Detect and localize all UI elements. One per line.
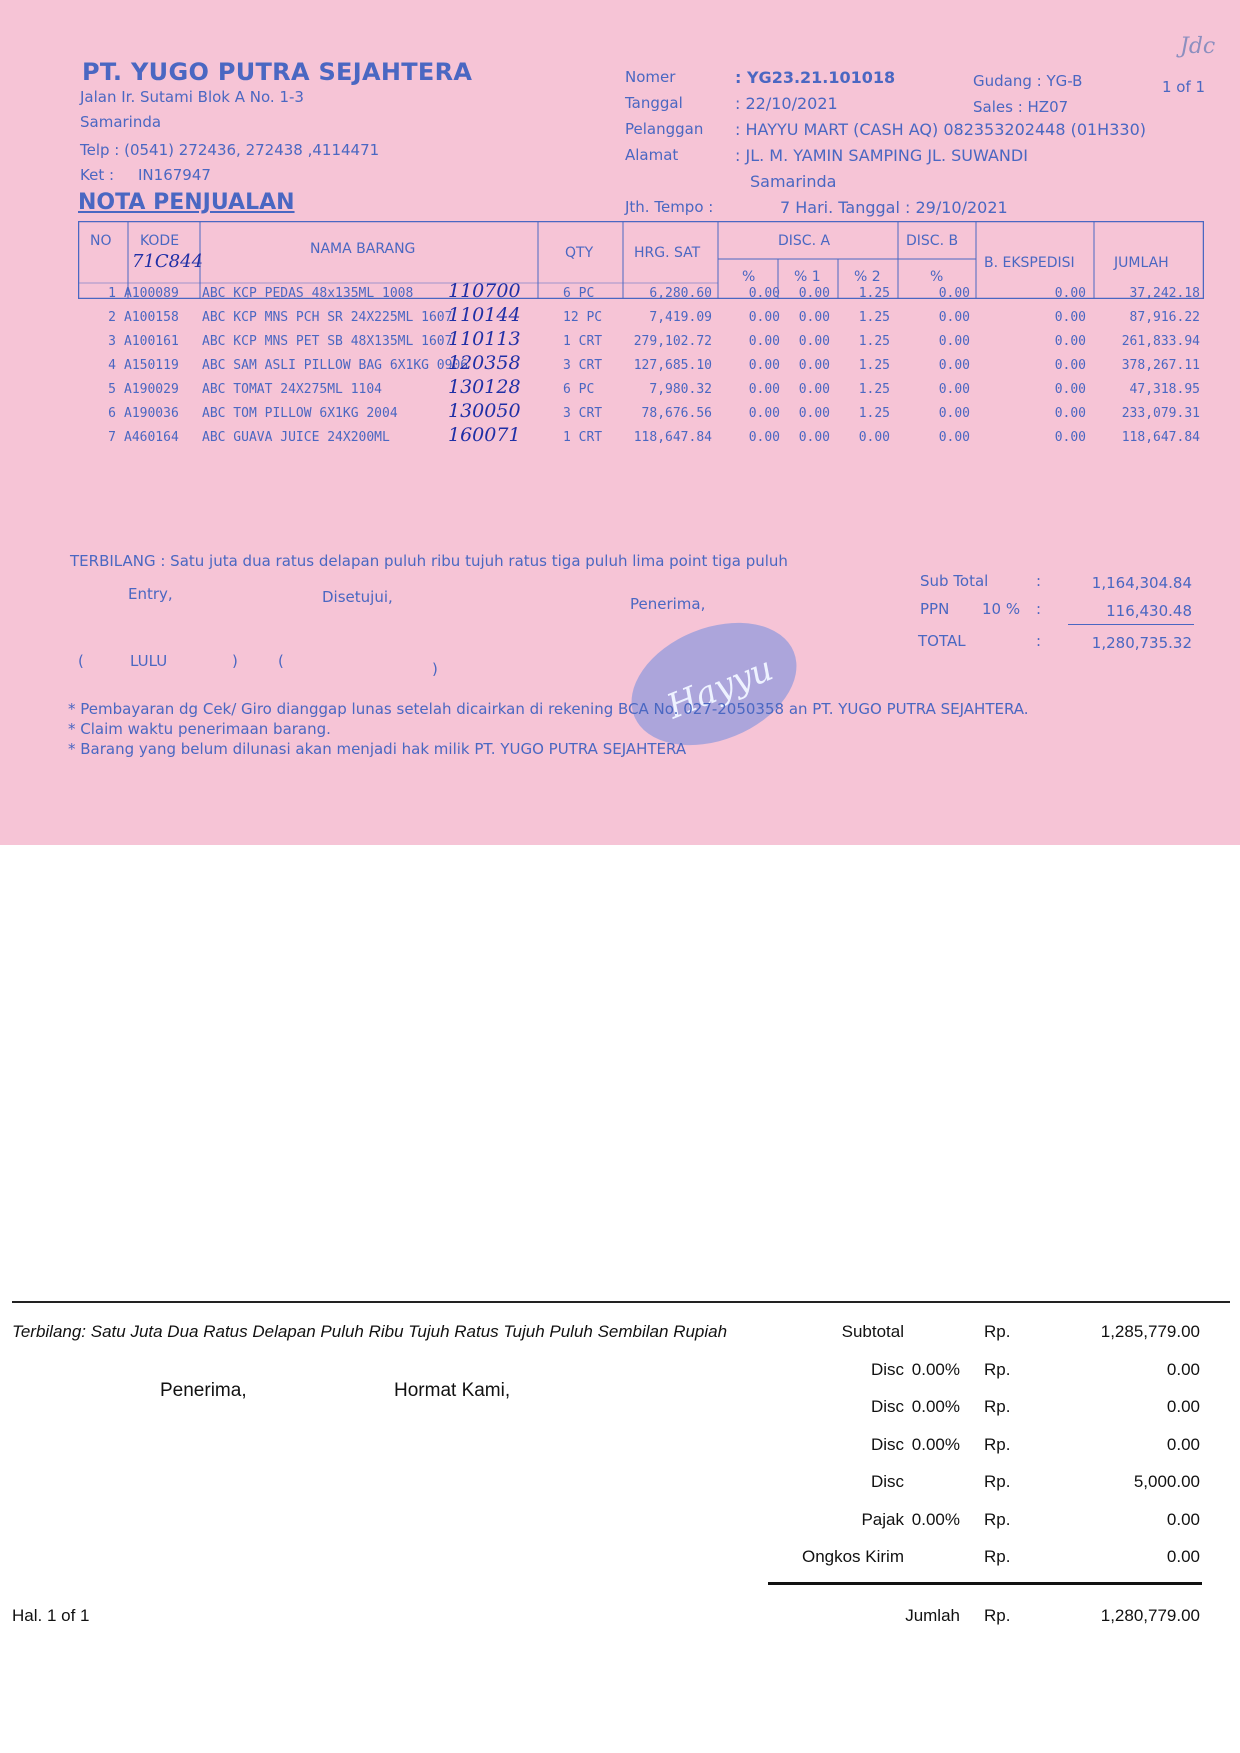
cell-disc-b-pct: 0.00	[938, 406, 970, 421]
cell-hrg-sat: 78,676.56	[641, 406, 712, 421]
cell-disc-a-pct1: 0.00	[798, 406, 830, 421]
cell-ekspedisi: 0.00	[1054, 286, 1086, 301]
cell-disc-a-pct2: 1.25	[858, 406, 890, 421]
cell-kode: A100161	[124, 334, 179, 349]
summary-label: Disc	[870, 1472, 904, 1491]
receipt-page: Hal. 1 of 1	[12, 1606, 90, 1625]
cell-disc-b-pct: 0.00	[938, 286, 970, 301]
note-payment: * Pembayaran dg Cek/ Giro dianggap lunas setelah dicairkan di rekening BCA No. 027-2050358 an PT. YUGO PUTRA SEJAHTERA.	[68, 700, 1029, 718]
sig-paren-left-1: (	[78, 652, 84, 670]
sig-paren-right-2: )	[432, 660, 438, 678]
table-row	[0, 352, 1240, 382]
cell-nama: ABC TOM PILLOW 6X1KG 2004	[202, 406, 398, 421]
cell-ekspedisi: 0.00	[1054, 358, 1086, 373]
cell-disc-a-pct: 0.00	[748, 310, 780, 325]
cell-disc-a-pct2: 1.25	[858, 358, 890, 373]
cell-jumlah: 233,079.31	[1121, 406, 1200, 421]
cell-qty: 6 PC	[563, 286, 595, 301]
entry-label: Entry,	[128, 585, 173, 603]
cell-disc-a-pct: 0.00	[748, 406, 780, 421]
invoice-slip	[0, 0, 1240, 845]
ket-label: Ket :	[80, 166, 115, 184]
cell-handwritten-code: 110113	[448, 328, 521, 350]
top-handwritten-note: Jdc	[1180, 34, 1216, 59]
table-row	[0, 280, 1240, 310]
cell-no: 7	[108, 430, 116, 445]
cell-disc-a-pct1: 0.00	[798, 382, 830, 397]
total-colon: :	[1036, 632, 1042, 650]
cell-hrg-sat: 6,280.60	[649, 286, 712, 301]
entry-name: LULU	[130, 652, 168, 670]
tempo-label: Jth. Tempo :	[625, 198, 714, 216]
cell-qty: 1 CRT	[563, 430, 603, 445]
cell-no: 1	[108, 286, 116, 301]
cell-disc-a-pct2: 1.25	[858, 286, 890, 301]
cell-disc-a-pct: 0.00	[748, 334, 780, 349]
cell-disc-a-pct: 0.00	[748, 382, 780, 397]
cell-disc-b-pct: 0.00	[938, 334, 970, 349]
cell-hrg-sat: 279,102.72	[633, 334, 712, 349]
ppn-rate: 10 %	[982, 600, 1021, 618]
cell-qty: 12 PC	[563, 310, 603, 325]
cell-nama: ABC KCP MNS PET SB 48X135ML 1607	[202, 334, 453, 349]
col-disc-a: DISC. A	[778, 233, 831, 249]
company-city: Samarinda	[80, 113, 162, 131]
summary-currency: Rp.	[984, 1434, 1011, 1454]
cell-nama: ABC SAM ASLI PILLOW BAG 6X1KG 0906	[202, 358, 469, 373]
col-qty: QTY	[565, 245, 594, 261]
cell-qty: 3 CRT	[563, 358, 603, 373]
cell-kode: A460164	[124, 430, 179, 445]
table-row	[0, 328, 1240, 358]
jumlah-value: 1,280,779.00	[1100, 1606, 1200, 1625]
cell-disc-a-pct: 0.00	[748, 358, 780, 373]
cell-disc-b-pct: 0.00	[938, 430, 970, 445]
cell-jumlah: 261,833.94	[1121, 334, 1200, 349]
cell-ekspedisi: 0.00	[1054, 334, 1086, 349]
cell-kode: A190029	[124, 382, 179, 397]
col-no: NO	[90, 233, 112, 249]
cell-disc-a-pct2: 1.25	[858, 310, 890, 325]
ppn-colon: :	[1036, 600, 1042, 618]
cell-jumlah: 118,647.84	[1121, 430, 1200, 445]
disetujui-label: Disetujui,	[322, 588, 393, 606]
sales-field: Sales : HZ07	[973, 98, 1069, 116]
col-jumlah: JUMLAH	[1114, 255, 1169, 271]
cell-disc-a-pct1: 0.00	[798, 310, 830, 325]
cell-handwritten-code: 160071	[448, 424, 521, 446]
cell-handwritten-code: 130128	[448, 376, 521, 398]
summary-value: 0.00	[1166, 1509, 1200, 1529]
cell-jumlah: 47,318.95	[1129, 382, 1200, 397]
summary-label: Subtotal	[841, 1322, 904, 1341]
total-rule	[1068, 624, 1194, 625]
summary-value: 0.00	[1166, 1434, 1200, 1454]
summary-label: Disc	[870, 1359, 904, 1379]
tanggal-value: : 22/10/2021	[735, 94, 838, 113]
handwritten-code: 71C844	[132, 251, 204, 272]
total-value: 1,280,735.32	[1091, 634, 1192, 652]
summary-currency: Rp.	[984, 1509, 1011, 1529]
cell-ekspedisi: 0.00	[1054, 406, 1086, 421]
col-disc-b: DISC. B	[906, 233, 959, 249]
terbilang-text: TERBILANG : Satu juta dua ratus delapan puluh ribu tujuh ratus tiga puluh lima point tiga puluh	[70, 552, 788, 570]
cell-nama: ABC GUAVA JUICE 24X200ML	[202, 430, 390, 445]
pelanggan-label: Pelanggan	[625, 120, 704, 138]
table-row	[0, 424, 1240, 454]
ket-value: IN167947	[138, 166, 211, 184]
document-title: NOTA PENJUALAN	[78, 190, 295, 215]
col-disc-b-pct: %	[930, 269, 944, 285]
total-label: TOTAL	[918, 632, 966, 650]
ppn-value: 116,430.48	[1106, 602, 1192, 620]
jumlah-rule	[768, 1582, 1202, 1585]
summary-currency: Rp.	[984, 1547, 1011, 1566]
ppn-label: PPN	[920, 600, 950, 618]
sig-paren-left-2: (	[278, 652, 284, 670]
summary-pct: 0.00%	[911, 1397, 960, 1416]
col-hrg-sat: HRG. SAT	[634, 245, 701, 261]
summary-label: Ongkos Kirim	[801, 1547, 904, 1566]
cell-disc-a-pct1: 0.00	[798, 358, 830, 373]
pelanggan-value: : HAYYU MART (CASH AQ) 082353202448 (01H330)	[735, 120, 1146, 139]
cell-qty: 1 CRT	[563, 334, 603, 349]
cell-no: 4	[108, 358, 116, 373]
summary-value: 0.00	[1166, 1359, 1200, 1379]
cell-no: 2	[108, 310, 116, 325]
page-indicator: 1 of 1	[1162, 78, 1206, 96]
company-name: PT. YUGO PUTRA SEJAHTERA	[82, 58, 473, 86]
cell-disc-a-pct2: 0.00	[858, 430, 890, 445]
note-claim: * Claim waktu penerimaan barang.	[68, 720, 331, 738]
summary-label: Disc	[870, 1434, 904, 1454]
stamp-text: Hayyu	[661, 648, 779, 728]
note-ownership: * Barang yang belum dilunasi akan menjadi hak milik PT. YUGO PUTRA SEJAHTERA	[68, 740, 687, 758]
table-row	[0, 400, 1240, 430]
cell-hrg-sat: 7,980.32	[649, 382, 712, 397]
tempo-value: 7 Hari. Tanggal : 29/10/2021	[780, 198, 1008, 217]
cell-handwritten-code: 120358	[448, 352, 521, 374]
summary-currency: Rp.	[984, 1397, 1011, 1416]
company-phone: Telp : (0541) 272436, 272438 ,4114471	[80, 141, 380, 159]
cell-handwritten-code: 110144	[448, 304, 521, 326]
jumlah-currency: Rp.	[984, 1606, 1011, 1625]
col-ekspedisi: B. EKSPEDISI	[984, 255, 1075, 271]
cell-disc-b-pct: 0.00	[938, 310, 970, 325]
summary-label: Pajak	[861, 1509, 904, 1529]
summary-label: Disc	[870, 1397, 904, 1416]
sig-paren-right-1: )	[232, 652, 238, 670]
company-address: Jalan Ir. Sutami Blok A No. 1-3	[80, 88, 304, 106]
summary-pct: 0.00%	[911, 1509, 960, 1529]
col-disc-a-pct1: % 1	[794, 269, 821, 285]
subtotal-colon: :	[1036, 572, 1042, 590]
cell-kode: A100158	[124, 310, 179, 325]
cell-kode: A100089	[124, 286, 179, 301]
summary-currency: Rp.	[984, 1322, 1011, 1341]
col-kode: KODE	[140, 233, 180, 249]
subtotal-value: 1,164,304.84	[1091, 574, 1192, 592]
nomer-value: : YG23.21.101018	[735, 68, 896, 87]
cell-kode: A190036	[124, 406, 179, 421]
receipt-top-rule	[12, 1301, 1230, 1303]
cell-disc-a-pct1: 0.00	[798, 286, 830, 301]
summary-value: 5,000.00	[1133, 1472, 1200, 1491]
cell-hrg-sat: 7,419.09	[649, 310, 712, 325]
cell-ekspedisi: 0.00	[1054, 382, 1086, 397]
alamat-value: : JL. M. YAMIN SAMPING JL. SUWANDI	[735, 146, 1028, 165]
cell-hrg-sat: 118,647.84	[633, 430, 712, 445]
cell-disc-a-pct1: 0.00	[798, 430, 830, 445]
summary-pct: 0.00%	[911, 1434, 960, 1454]
cell-nama: ABC KCP MNS PCH SR 24X225ML 1607	[202, 310, 453, 325]
cell-no: 5	[108, 382, 116, 397]
cell-handwritten-code: 130050	[448, 400, 521, 422]
summary-value: 0.00	[1166, 1397, 1200, 1416]
receipt-terbilang: Terbilang: Satu Juta Dua Ratus Delapan Puluh Ribu Tujuh Ratus Tujuh Puluh Sembilan Rupiah	[12, 1322, 728, 1341]
nomer-label: Nomer	[625, 68, 676, 86]
cell-nama: ABC KCP PEDAS 48x135ML 1008	[202, 286, 414, 301]
jumlah-label: Jumlah	[905, 1606, 960, 1625]
receipt-hormat-kami: Hormat Kami,	[394, 1380, 511, 1401]
alamat-city: Samarinda	[750, 172, 837, 191]
cell-disc-a-pct2: 1.25	[858, 334, 890, 349]
cell-jumlah: 87,916.22	[1129, 310, 1200, 325]
table-row	[0, 304, 1240, 334]
alamat-label: Alamat	[625, 146, 679, 164]
cell-kode: A150119	[124, 358, 179, 373]
cell-disc-b-pct: 0.00	[938, 382, 970, 397]
cell-disc-a-pct: 0.00	[748, 430, 780, 445]
subtotal-label: Sub Total	[920, 572, 989, 590]
summary-pct: 0.00%	[911, 1359, 960, 1379]
cell-disc-a-pct1: 0.00	[798, 334, 830, 349]
summary-currency: Rp.	[984, 1472, 1011, 1491]
cell-jumlah: 37,242.18	[1129, 286, 1200, 301]
cell-nama: ABC TOMAT 24X275ML 1104	[202, 382, 383, 397]
receipt-penerima: Penerima,	[160, 1380, 247, 1401]
cell-jumlah: 378,267.11	[1121, 358, 1200, 373]
cell-disc-a-pct2: 1.25	[858, 382, 890, 397]
col-disc-a-pct: %	[742, 269, 756, 285]
tanggal-label: Tanggal	[625, 94, 683, 112]
cell-handwritten-code: 110700	[448, 280, 521, 302]
summary-value: 1,285,779.00	[1100, 1322, 1200, 1341]
cell-qty: 3 CRT	[563, 406, 603, 421]
cell-qty: 6 PC	[563, 382, 595, 397]
summary-value: 0.00	[1166, 1547, 1200, 1566]
gudang-field: Gudang : YG-B	[973, 72, 1083, 90]
cell-no: 6	[108, 406, 116, 421]
cell-disc-b-pct: 0.00	[938, 358, 970, 373]
cell-hrg-sat: 127,685.10	[633, 358, 712, 373]
table-row	[0, 376, 1240, 406]
cell-disc-a-pct: 0.00	[748, 286, 780, 301]
col-nama-barang: NAMA BARANG	[310, 241, 416, 257]
cell-ekspedisi: 0.00	[1054, 430, 1086, 445]
col-disc-a-pct2: % 2	[854, 269, 881, 285]
penerima-label: Penerima,	[630, 595, 706, 613]
summary-currency: Rp.	[984, 1359, 1011, 1379]
cell-ekspedisi: 0.00	[1054, 310, 1086, 325]
cell-no: 3	[108, 334, 116, 349]
